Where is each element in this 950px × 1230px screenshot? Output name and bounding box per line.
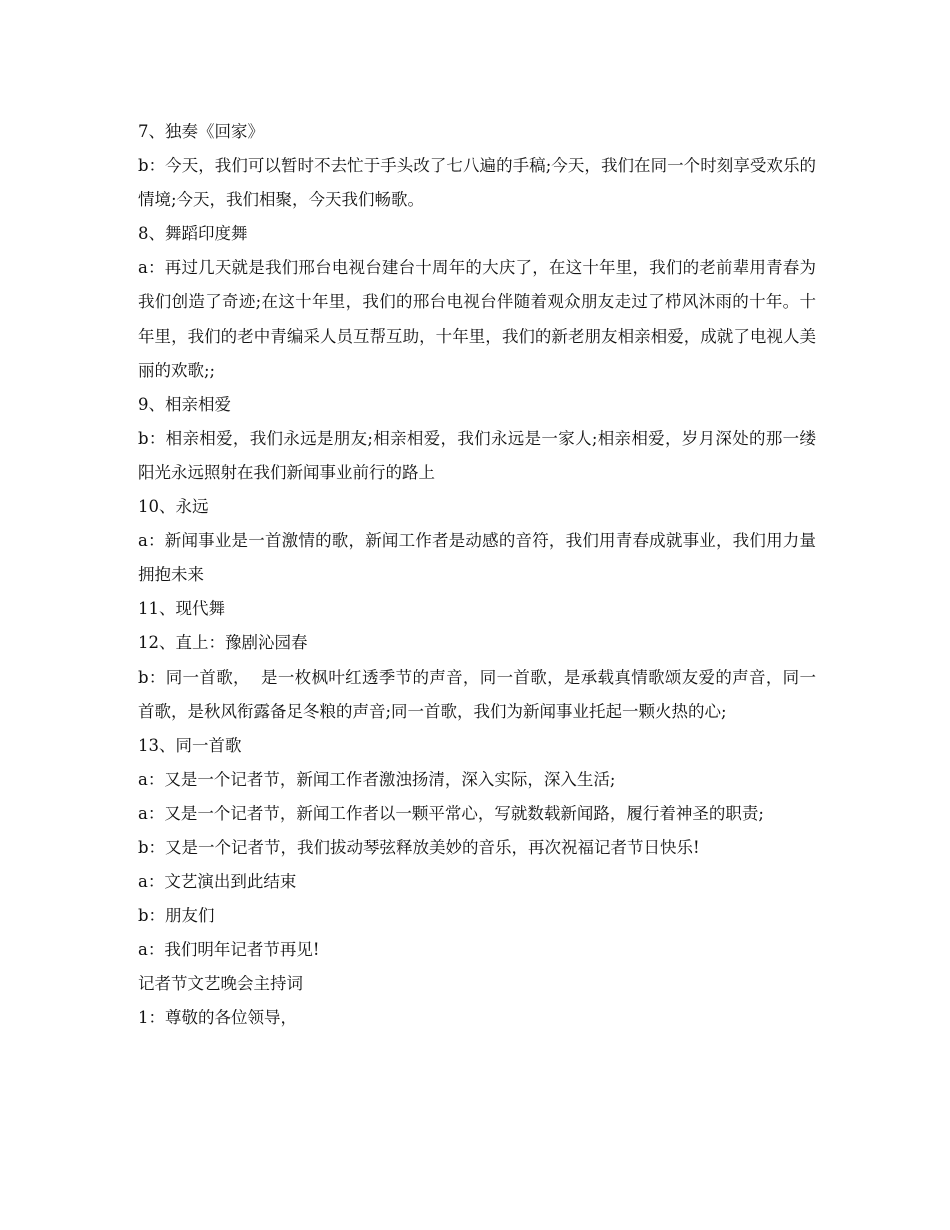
section-title: 记者节文艺晚会主持词 bbox=[138, 974, 303, 994]
host-line: a：新闻事业是一首激情的歌，新闻工作者是动感的音符，我们用青春成就事业，我们用力量拥抱未来 bbox=[138, 531, 816, 585]
host-line: b：相亲相爱，我们永远是朋友;相亲相爱，我们永远是一家人;相亲相爱，岁月深处的那一缕阳光永远照射在我们新闻事业前行的路上 bbox=[138, 428, 816, 482]
host-line: b：又是一个记者节，我们拔动琴弦释放美妙的音乐，再次祝福记者节日快乐! bbox=[138, 837, 700, 857]
host-line: a：再过几天就是我们邢台电视台建台十周年的大庆了，在这十年里，我们的老前辈用青春为我们创造了奇迹;在这十年里，我们的邢台电视台伴随着观众朋友走过了栉风沐雨的十年。十年里，我们的老中青编采人员互帮互助，十年里，我们的新老朋友相亲相爱，成就了电视人美丽的欢歌;; bbox=[138, 258, 816, 380]
program-item-heading: 10、永远 bbox=[138, 497, 209, 517]
host-line: 1：尊敬的各位领导， bbox=[138, 1008, 297, 1028]
host-line: a：又是一个记者节，新闻工作者激浊扬清，深入实际，深入生活; bbox=[138, 769, 616, 789]
host-line: a：文艺演出到此结束 bbox=[138, 872, 297, 892]
host-line: a：又是一个记者节，新闻工作者以一颗平常心，写就数载新闻路，履行着神圣的职责; bbox=[138, 803, 764, 823]
program-item-heading: 8、舞蹈印度舞 bbox=[138, 224, 248, 244]
host-line: a：我们明年记者节再见! bbox=[138, 940, 320, 960]
program-item-heading: 11、现代舞 bbox=[138, 599, 225, 619]
host-line: b：朋友们 bbox=[138, 906, 215, 926]
program-item-heading: 9、相亲相爱 bbox=[138, 394, 231, 414]
host-line: b：同一首歌， 是一枚枫叶红透季节的声音，同一首歌，是承载真情歌颂友爱的声音，同一首歌，是秋风衔露备足冬粮的声音;同一首歌，我们为新闻事业托起一颗火热的心; bbox=[138, 667, 816, 721]
program-item-heading: 13、同一首歌 bbox=[138, 735, 242, 755]
document-body bbox=[138, 115, 816, 1036]
host-line: b：今天，我们可以暂时不去忙于手头改了七八遍的手稿;今天，我们在同一个时刻享受欢乐的情境;今天，我们相聚，今天我们畅歌。 bbox=[138, 156, 816, 210]
program-item-heading: 12、直上：豫剧沁园春 bbox=[138, 633, 308, 653]
program-item-heading: 7、独奏《回家》 bbox=[138, 122, 264, 141]
